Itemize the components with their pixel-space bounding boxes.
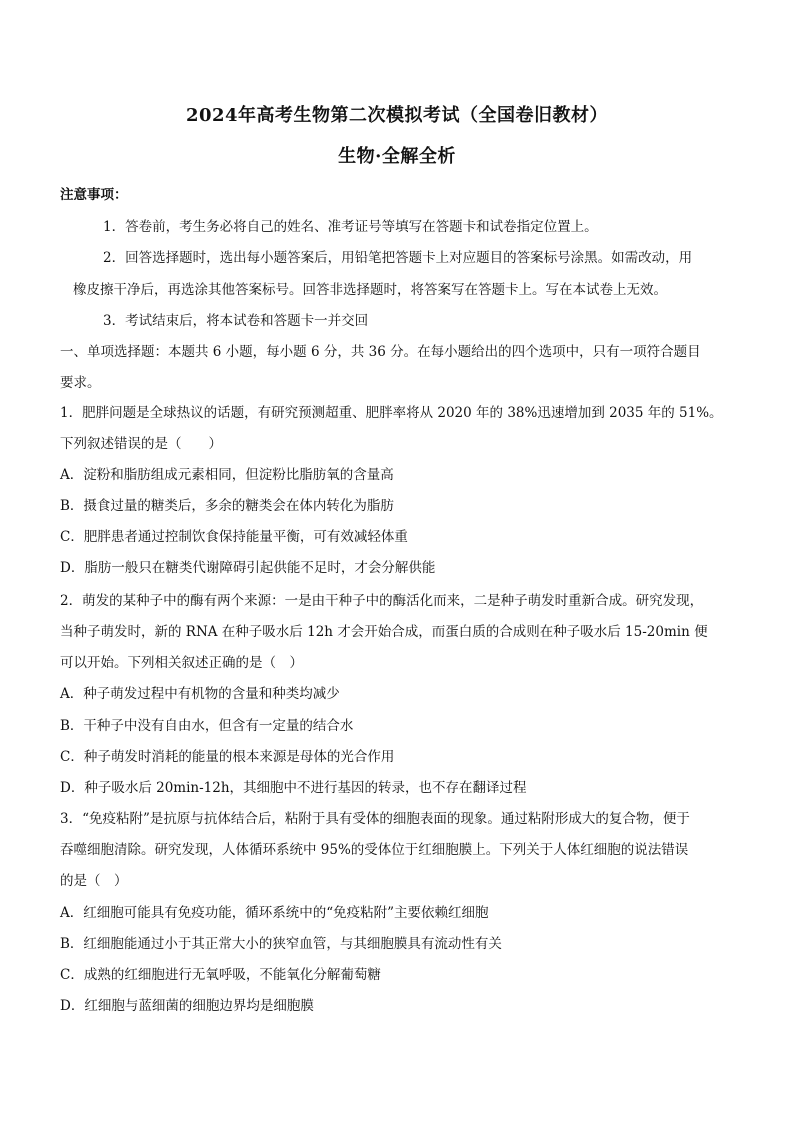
question-1-option-c: C．肥胖患者通过控制饮食保持能量平衡，可有效减轻体重 <box>60 529 408 545</box>
notice-item: 3．考试结束后，将本试卷和答题卡一并交回 <box>103 313 369 329</box>
question-2-option-b: B．干种子中没有自由水，但含有一定量的结合水 <box>60 718 354 734</box>
question-2-option-c: C．种子萌发时消耗的能量的根本来源是母体的光合作用 <box>60 749 395 765</box>
question-1-stem: 下列叙述错误的是（ ） <box>60 436 222 452</box>
question-2-option-d: D．种子吸水后 20min-12h，其细胞中不进行基因的转录，也不存在翻译过程 <box>60 780 527 796</box>
question-3-option-a: A．红细胞可能具有免疫功能，循环系统中的“免疫粘附”主要依赖红细胞 <box>60 905 489 921</box>
question-2-stem: 可以开始。下列相关叙述正确的是（ ） <box>60 655 303 671</box>
question-2-stem: 2．萌发的某种子中的酶有两个来源：一是由干种子中的酶活化而来，二是种子萌发时重新合成。研究发现， <box>60 593 704 609</box>
question-1-option-d: D．脂肪一般只在糖类代谢障碍引起供能不足时，才会分解供能 <box>60 560 436 576</box>
question-3-stem: 的是（ ） <box>60 873 128 889</box>
question-3-stem: 吞噬细胞清除。研究发现，人体循环系统中 95%的受体位于红细胞膜上。下列关于人体红细胞的说法错误 <box>60 842 689 858</box>
notice-item: 1．答卷前，考生务必将自己的姓名、准考证号等填写在答题卡和试卷指定位置上。 <box>103 219 598 235</box>
question-3-option-d: D．红细胞与蓝细菌的细胞边界均是细胞膜 <box>60 998 314 1014</box>
notice-item: 橡皮擦干净后，再选涂其他答案标号。回答非选择题时，将答案写在答题卡上。写在本试卷上无效。 <box>73 282 667 298</box>
question-1-stem: 1．肥胖问题是全球热议的话题，有研究预测超重、肥胖率将从 2020 年的 38%迅速增加到 2035 年的 51%。 <box>60 405 723 421</box>
section-heading: 一、单项选择题：本题共 6 小题，每小题 6 分，共 36 分。在每小题给出的四个选项中，只有一项符合题目 <box>60 344 701 360</box>
question-3-option-c: C．成熟的红细胞进行无氧呼吸，不能氧化分解葡萄糖 <box>60 967 381 983</box>
question-2-option-a: A．种子萌发过程中有机物的含量和种类均减少 <box>60 686 340 702</box>
section-heading-cont: 要求。 <box>60 375 101 391</box>
page-subtitle: 生物·全解全析 <box>338 146 456 167</box>
notice-item: 2．回答选择题时，选出每小题答案后，用铅笔把答题卡上对应题目的答案标号涂黑。如需改动，用 <box>103 250 693 266</box>
question-1-option-a: A．淀粉和脂肪组成元素相同，但淀粉比脂肪氧的含量高 <box>60 467 394 483</box>
question-3-option-b: B．红细胞能通过小于其正常大小的狭窄血管，与其细胞膜具有流动性有关 <box>60 936 502 952</box>
question-3-stem: 3．“免疫粘附”是抗原与抗体结合后，粘附于具有受体的细胞表面的现象。通过粘附形成大的复合物，便于 <box>60 811 690 827</box>
notice-heading: 注意事项： <box>60 187 128 203</box>
question-2-stem: 当种子萌发时，新的 RNA 在种子吸水后 12h 才会开始合成，而蛋白质的合成则在种子吸水后 15-20min 便 <box>60 624 708 640</box>
page-title: 2024年高考生物第二次模拟考试（全国卷旧教材） <box>185 105 609 126</box>
question-1-option-b: B．摄食过量的糖类后，多余的糖类会在体内转化为脂肪 <box>60 498 394 514</box>
